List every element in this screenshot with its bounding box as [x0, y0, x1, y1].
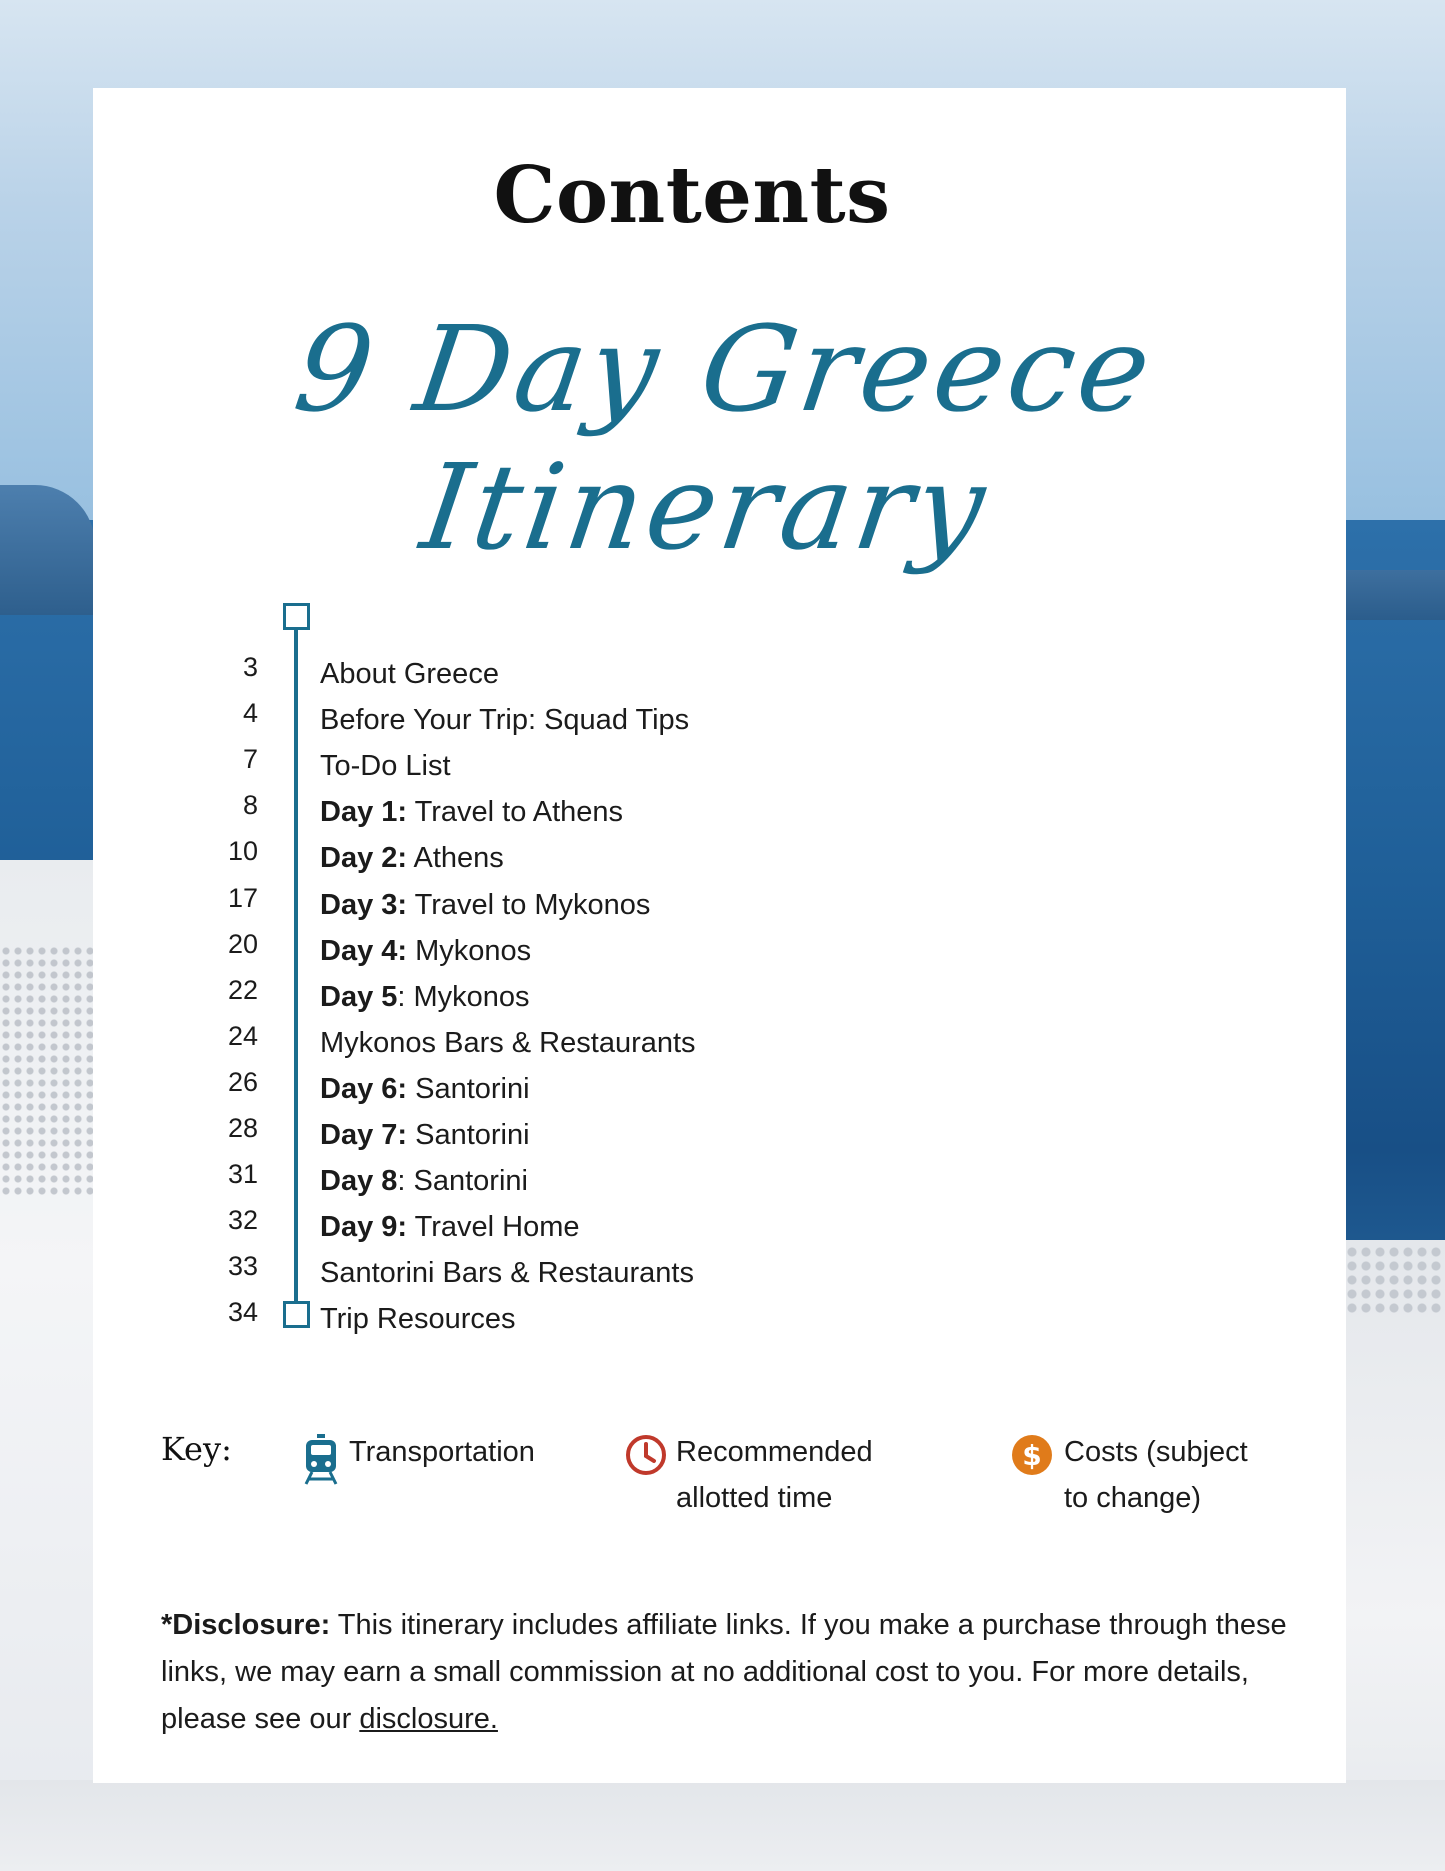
- toc-entry-title: Santorini: [407, 1119, 530, 1151]
- dollar-icon: [1011, 1434, 1053, 1476]
- disclosure-link[interactable]: disclosure.: [359, 1703, 498, 1735]
- toc-page-number: 7: [242, 744, 258, 774]
- toc-page-number: 34: [227, 1297, 258, 1327]
- toc-entry-title: Before Your Trip: Squad Tips: [320, 704, 690, 736]
- toc-entry-day: Day 1:: [320, 796, 408, 828]
- train-icon: [303, 1432, 339, 1486]
- toc-entry[interactable]: [320, 1165, 528, 1198]
- toc-entry[interactable]: [320, 750, 451, 783]
- toc-page-number: 10: [227, 836, 258, 866]
- key-time-line1: Recommended: [676, 1436, 873, 1468]
- toc-page-number: 20: [227, 929, 258, 959]
- toc-entry[interactable]: [320, 796, 623, 829]
- toc-entry[interactable]: [320, 658, 499, 691]
- toc-entry-day: Day 2:: [320, 842, 408, 874]
- disclosure-text: This itinerary includes affiliate links. If you make a purchase through these links, we may earn a small commission at no additional cost to you. For more details, please see our: [161, 1609, 1287, 1735]
- toc-entry[interactable]: [320, 704, 689, 737]
- key-cost-line2: to change): [1064, 1482, 1202, 1514]
- toc-page-number: 28: [227, 1113, 258, 1143]
- toc-page-number: 8: [242, 790, 258, 820]
- toc-page-number: 33: [227, 1251, 258, 1281]
- key-transportation-label: Transportation: [349, 1436, 535, 1468]
- toc-entry-title: Travel to Athens: [407, 796, 624, 828]
- key-title: Key:: [161, 1430, 232, 1468]
- toc-entry-title: Athens: [407, 842, 504, 874]
- toc-entry-title: Trip Resources: [320, 1303, 516, 1335]
- toc-entry-title: : Santorini: [397, 1165, 528, 1197]
- toc-entry[interactable]: [320, 1119, 530, 1152]
- toc-entry[interactable]: [320, 935, 531, 968]
- svg-text:$: $: [1022, 1439, 1042, 1472]
- toc-page-number: 31: [227, 1159, 258, 1189]
- itinerary-title: 9 Day Greece Itinerary: [287, 300, 1163, 576]
- terrace-right: [1345, 1240, 1445, 1871]
- page-title: Contents: [493, 150, 891, 241]
- disclosure-label: *Disclosure:: [161, 1609, 331, 1641]
- toc-entry[interactable]: [320, 889, 650, 922]
- toc-entry-day: Day 5: [320, 981, 398, 1013]
- toc-entry-day: Day 8: [320, 1165, 398, 1197]
- toc-entry[interactable]: [320, 981, 530, 1014]
- toc-entry-day: Day 3:: [320, 889, 408, 921]
- timeline-start-marker: [283, 603, 310, 630]
- toc-page-number: 22: [227, 975, 258, 1005]
- toc-entry[interactable]: [320, 1211, 580, 1244]
- toc-entry-title: About Greece: [320, 658, 499, 690]
- toc-page-number: 17: [227, 883, 258, 913]
- toc-entry-title: Santorini Bars & Restaurants: [320, 1257, 694, 1289]
- toc-page-number: 26: [227, 1067, 258, 1097]
- cliff-right: [1345, 570, 1445, 620]
- toc-entry-title: Mykonos: [407, 935, 532, 967]
- toc-entry-title: : Mykonos: [397, 981, 530, 1013]
- timeline-end-marker: [283, 1301, 310, 1328]
- toc-entry[interactable]: [320, 1073, 530, 1106]
- toc-entry-title: To-Do List: [320, 750, 451, 782]
- bottom-terrace: [0, 1780, 1445, 1871]
- toc-page-number: 3: [242, 652, 258, 682]
- toc-entry-title: Travel Home: [407, 1211, 580, 1243]
- toc-entry-title: Santorini: [407, 1073, 530, 1105]
- timeline-line: [294, 628, 298, 1301]
- toc-entry[interactable]: [320, 1257, 694, 1290]
- toc-entry[interactable]: [320, 842, 504, 875]
- clock-icon: [625, 1434, 667, 1476]
- railing-right: [1345, 1245, 1445, 1315]
- toc-page-number: 4: [242, 698, 258, 728]
- disclosure-paragraph: [161, 1602, 1291, 1743]
- toc-entry-day: Day 9:: [320, 1211, 408, 1243]
- key-time-line2: allotted time: [676, 1482, 833, 1514]
- toc-page-number: 32: [227, 1205, 258, 1235]
- lattice-wall: [0, 945, 95, 1195]
- toc-entry[interactable]: [320, 1303, 516, 1336]
- key-cost-line1: Costs (subject: [1064, 1436, 1248, 1468]
- toc-entry-day: Day 7:: [320, 1119, 408, 1151]
- key-cost-label: [1064, 1429, 1248, 1521]
- toc-entry-title: Travel to Mykonos: [407, 889, 651, 921]
- toc-entry-day: Day 4:: [320, 935, 408, 967]
- toc-entry-title: Mykonos Bars & Restaurants: [320, 1027, 696, 1059]
- toc-entry[interactable]: [320, 1027, 696, 1060]
- toc-entry-day: Day 6:: [320, 1073, 408, 1105]
- toc-page-number: 24: [227, 1021, 258, 1051]
- key-time-label: [676, 1429, 873, 1521]
